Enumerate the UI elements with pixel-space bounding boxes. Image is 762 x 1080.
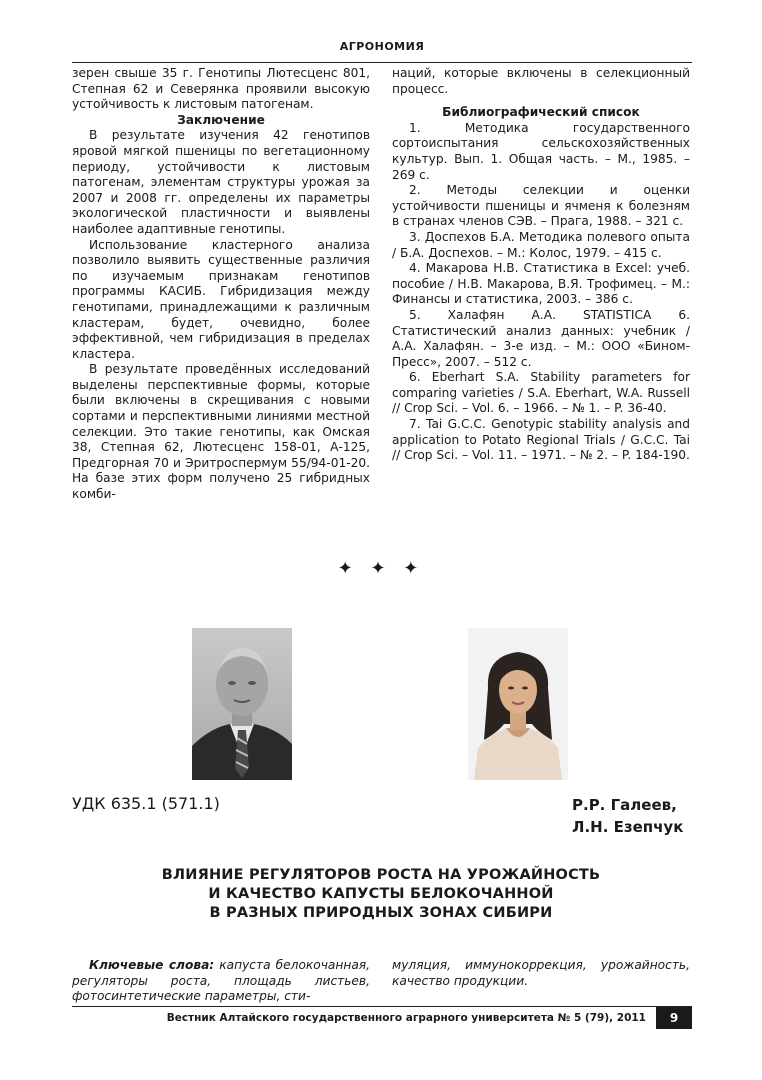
section-title: АГРОНОМИЯ (339, 40, 425, 53)
running-header (72, 40, 692, 63)
keywords-label: Ключевые слова: (89, 958, 215, 972)
keywords-text: капуста белокочанная, регуляторы роста, площадь листьев, фотосинтетические параметры, сти- (72, 958, 370, 1004)
article-title (0, 866, 762, 923)
left-column (72, 66, 370, 503)
conclusion-paragraph-3: В результате проведённых исследований выделены перспективные формы, которые были включены в скрещивания с новыми сортами и перспективными линиями местной селекции. Это такие генотипы, как Омская 38, Степная 62, Лютесценс 158-01, А-125, Предгорная 70 и Эритроспермум 55/94-01-20. На базе этих форм получено 25 гибридных комби- (72, 362, 370, 502)
author-list (572, 794, 683, 838)
bibliography-heading: Библиографический список (442, 105, 640, 120)
intro-paragraph: зерен свыше 35 г. Генотипы Лютесценс 801, Степная 62 и Северянка проявили высокую устойчивость к листовым патогенам. (72, 66, 370, 112)
author-name: Р.Р. Галеев, (572, 796, 677, 814)
reference-item: 3. Доспехов Б.А. Методика полевого опыта / Б.А. Доспехов. – М.: Колос, 1979. – 415 с. (392, 229, 690, 260)
keywords-text-continued: муляция, иммунокоррекция, урожайность, качество продукции. (392, 958, 690, 988)
article-title-line: В РАЗНЫХ ПРИРОДНЫХ ЗОНАХ СИБИРИ (209, 905, 553, 921)
conclusion-heading: Заключение (177, 112, 265, 127)
reference-item: 1. Методика государственного сортоиспытания сельскохозяйственных культур. Вып. 1. Общая часть. – М., 1985. – 269 с. (392, 120, 690, 182)
right-column (392, 66, 690, 464)
conclusion-paragraph-1: В результате изучения 42 генотипов яровой мягкой пшеницы по вегетационному периоду, устойчивости к листовым патогенам, элементам структуры урожая за 2007 и 2008 гг. определены их параметры экологической пластичности и выявлены наиболее адаптивные генотипы. (72, 128, 370, 236)
continuation-paragraph: наций, которые включены в селекционный процесс. (392, 66, 690, 96)
conclusion-paragraph-2: Использование кластерного анализа позволило выявить существенные различия по изучаемым признакам генотипов программы КАСИБ. Гибридизация между генотипами, принадлежащими к различным кластерам, будет, очевидно, более эффективной, чем гибридизация в пределах кластера. (72, 237, 370, 361)
section-separator: ✦ ✦ ✦ (337, 558, 425, 579)
keywords-right (392, 958, 690, 989)
article-title-line: И КАЧЕСТВО КАПУСТЫ БЕЛОКОЧАННОЙ (208, 886, 554, 902)
article-title-line: ВЛИЯНИЕ РЕГУЛЯТОРОВ РОСТА НА УРОЖАЙНОСТЬ (161, 867, 601, 883)
reference-item: 5. Халафян А.А. STATISTICA 6. Статистический анализ данных: учебник / А.А. Халафян. – 3-е изд. – М.: ООО «Бином-Пресс», 2007. – 512 с. (392, 307, 690, 369)
author-photo-galeev (192, 628, 292, 780)
reference-item: 6. Eberhart S.A. Stability parameters for comparing varieties / S.A. Eberhart, W.A. Russell // Crop Sci. – Vol. 6. – 1966. – № 1. – P. 36-40. (392, 370, 690, 416)
page-number: 9 (656, 1007, 692, 1029)
reference-item: 2. Методы селекции и оценки устойчивости пшеницы и ячменя к болезням в странах членов СЭВ. – Прага, 1988. – 321 с. (392, 183, 690, 229)
author-name: Л.Н. Езепчук (572, 818, 684, 836)
journal-name: Вестник Алтайского государственного аграрного университета № 5 (79), 2011 (166, 1012, 646, 1024)
reference-item: 4. Макарова Н.В. Статистика в Excel: учеб. пособие / Н.В. Макарова, В.Я. Трофимец. – М.: Финансы и статистика, 2003. – 386 с. (392, 261, 690, 307)
author-photo-ezepchuk (468, 628, 568, 780)
page-footer (72, 1006, 692, 1027)
udk-code: УДК 635.1 (571.1) (72, 794, 220, 813)
reference-item: 7. Tai G.C.C. Genotypic stability analysis and application to Potato Regional Trials / G.C.C. Tai // Crop Sci. – Vol. 11. – 1971. – № 2. – P. 184-190. (392, 417, 690, 463)
keywords-left (72, 958, 370, 1005)
